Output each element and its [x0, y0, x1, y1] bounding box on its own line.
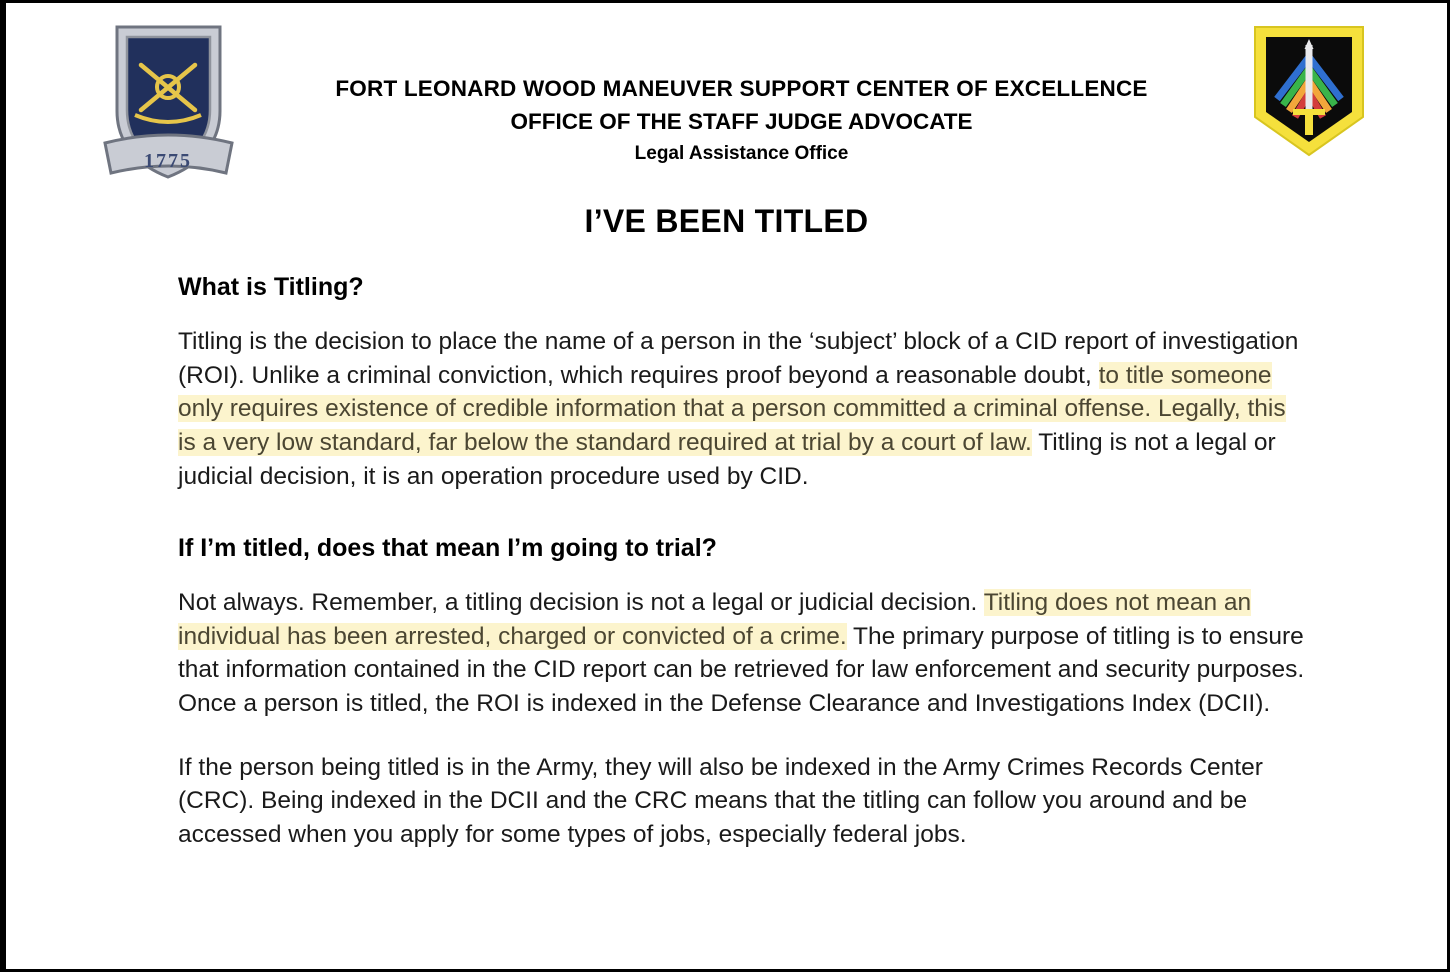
header-line-1: FORT LEONARD WOOD MANEUVER SUPPORT CENTER OF EXCELLENCE — [335, 76, 1148, 101]
highlighted-text-run: to title someone only requires existence of credible information that a person committed a criminal offense. Legally, this is a very low standard, far below the standard required at trial by a court of law. — [178, 361, 1286, 456]
highlighted-text-run: Titling does not mean an individual has been arrested, charged or convicted of a crime. — [178, 589, 1252, 650]
crest-year-text: 1775 — [144, 150, 192, 172]
header-title-block — [256, 73, 1227, 171]
document-title: I’VE BEEN TITLED — [584, 203, 869, 239]
text-run: If the person being titled is in the Army, they will also be indexed in the Army Crimes Records Center (CRC). Being indexed in the DCII and the CRC means that the titling can follow you around and be accessed when you apply for some types of jobs, especially federal jobs. — [178, 753, 1263, 848]
paragraph-what-is-titling — [178, 325, 1307, 493]
text-run: Titling is not a legal or judicial decision, it is an operation procedure used by CID. — [178, 428, 1276, 490]
maneuver-support-center-insignia-icon — [1249, 21, 1369, 161]
text-run: Titling is the decision to place the name of a person in the ‘subject’ block of a CID report of investigation (ROI). Unlike a criminal conviction, which requires proof beyond a reasonable doubt, — [178, 328, 1299, 389]
document-body — [6, 272, 1447, 851]
header-line-3: Legal Assistance Office — [634, 143, 849, 165]
text-run: Not always. Remember, a titling decision is not a legal or judicial decision. — [178, 589, 984, 617]
section-heading-what-is-titling: What is Titling? — [178, 273, 364, 301]
paragraph-titling-not-arrest — [178, 586, 1307, 720]
section-heading-going-to-trial: If I’m titled, does that mean I’m going to trial? — [178, 534, 717, 563]
header-line-2: OFFICE OF THE STAFF JUDGE ADVOCATE — [510, 108, 973, 134]
document-content — [6, 3, 1447, 969]
text-run: The primary purpose of titling is to ensure that information contained in the CID report can be retrieved for law enforcement and security purposes. Once a person is titled, the ROI is indexed in the Defense Clearance and Investigations Index (DCII). — [178, 622, 1305, 717]
paragraph-crc-indexing — [178, 751, 1307, 852]
document-header — [6, 3, 1447, 193]
engineer-regiment-crest-icon — [91, 15, 246, 185]
